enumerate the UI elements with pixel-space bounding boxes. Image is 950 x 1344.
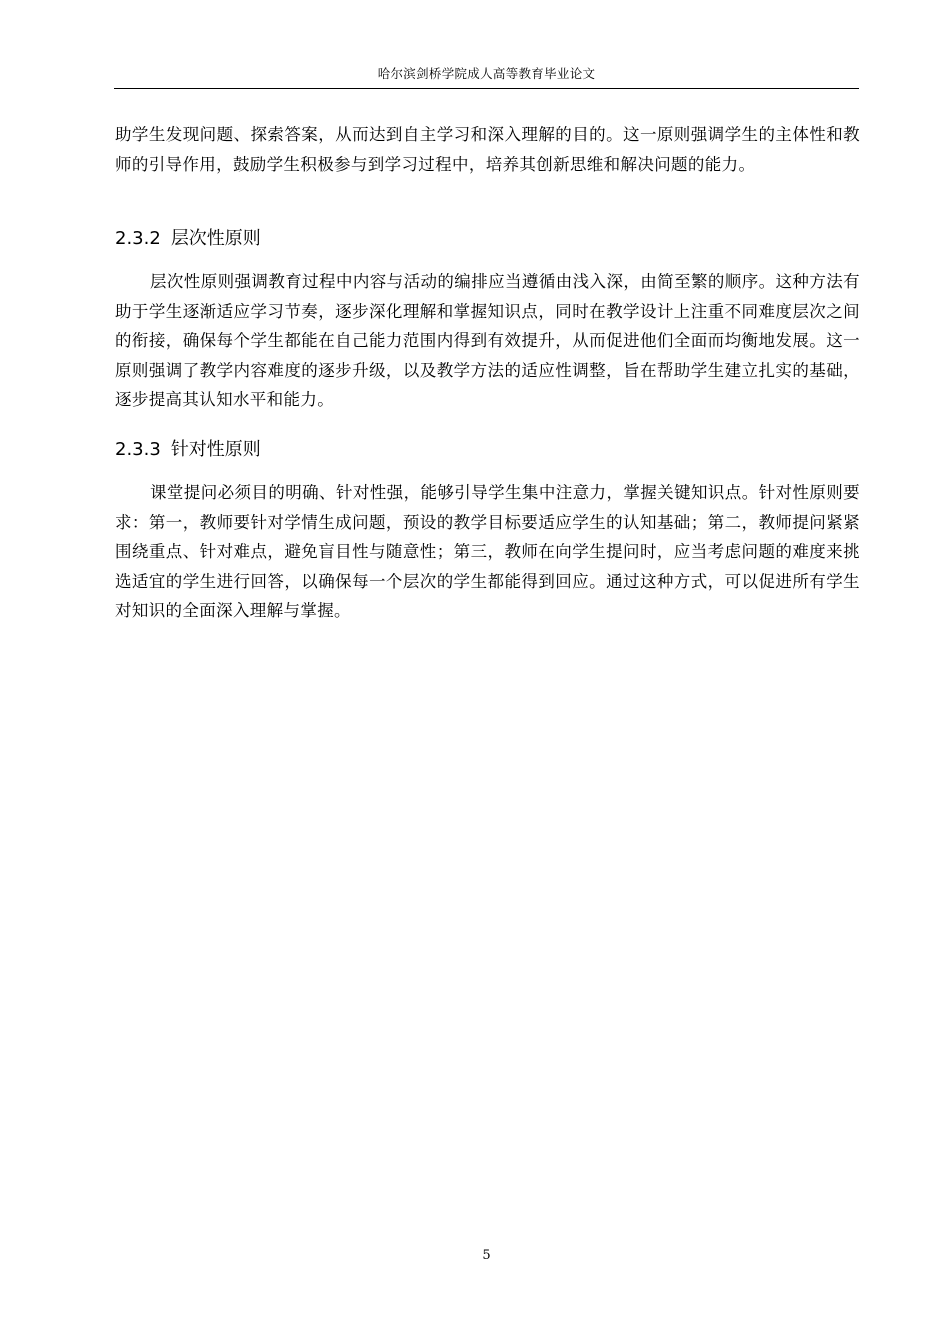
section-title: 针对性原则 [170, 439, 261, 460]
paragraph-section-2-3-3: 课堂提问必须目的明确、针对性强，能够引导学生集中注意力，掌握关键知识点。针对性原则要求：第一，教师要针对学情生成问题，预设的教学目标要适应学生的认知基础；第二，教师提问紧紧围绕重点、针对难点，避免盲目性与随意性；第三，教师在向学生提问时，应当考虑问题的难度来挑选适宜的学生进行回答，以确保每一个层次的学生都能得到回应。通过这种方式，可以促进所有学生对知识的全面深入理解与掌握。 [115, 483, 860, 620]
paragraph-continued: 助学生发现问题、探索答案，从而达到自主学习和深入理解的目的。这一原则强调学生的主体性和教师的引导作用，鼓励学生积极参与到学习过程中，培养其创新思维和解决问题的能力。 [115, 125, 860, 174]
section-title: 层次性原则 [170, 228, 261, 249]
page-number: 5 [482, 1248, 491, 1263]
section-number: 2.3.2 [115, 228, 161, 249]
page-header-title: 哈尔滨剑桥学院成人高等教育毕业论文 [377, 66, 596, 81]
paragraph-section-2-3-2: 层次性原则强调教育过程中内容与活动的编排应当遵循由浅入深，由简至繁的顺序。这种方法有助于学生逐渐适应学习节奏，逐步深化理解和掌握知识点，同时在教学设计上注重不同难度层次之间的衔接，确保每个学生都能在自己能力范围内得到有效提升，从而促进他们全面而均衡地发展。这一原则强调了教学内容难度的逐步升级，以及教学方法的适应性调整，旨在帮助学生建立扎实的基础，逐步提高其认知水平和能力。 [115, 272, 860, 409]
section-heading-2-3-2 [115, 225, 860, 253]
header-divider [114, 88, 859, 89]
section-heading-2-3-3 [115, 436, 860, 464]
section-number: 2.3.3 [115, 439, 161, 460]
